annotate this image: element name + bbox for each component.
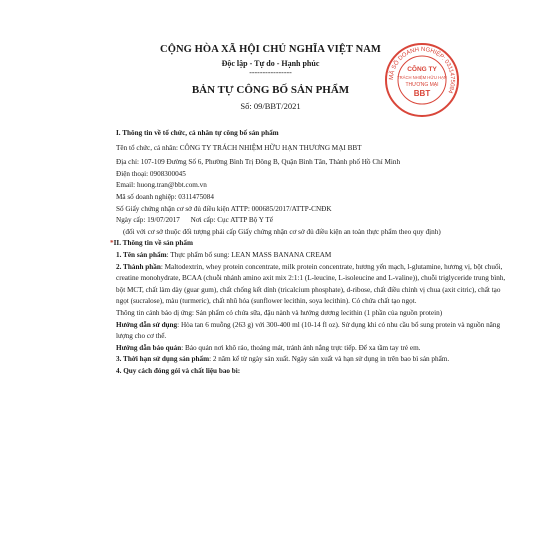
asterisk-mark: * [110,239,114,248]
org-certificate-date: Ngày cấp: 19/07/2017 Nơi cấp: Cục ATTP Bộ Y Tế [116,216,273,225]
storage-value: : Bảo quản nơi khô ráo, thoáng mát, tránh ánh nắng trực tiếp. Để xa tầm tay trẻ em. [181,343,421,352]
org-certificate: Số Giấy chứng nhận cơ sở đủ điều kiện ATTP: 000685/2017/ATTP-CNĐK [116,204,332,213]
org-tax-code: Mã số doanh nghiệp: 0311475084 [116,192,214,201]
product-name-label: 1. Tên sản phẩm [116,250,167,259]
document-body [110,128,508,377]
document-number: Số: 09/BBT/2021 [240,101,301,111]
company-stamp-icon [384,42,460,118]
stamp-center-2: TRÁCH NHIỆM HỮU HẠN [397,75,447,80]
org-address: Địa chỉ: 107-109 Đường Số 6, Phường Bình Trị Đông B, Quận Bình Tân, Thành phố Hồ Chí Minh [116,158,401,167]
stamp-ring-text: MÃ SỐ DOANH NGHIỆP: 0311475084 [388,46,456,95]
org-phone: Điện thoại: 0908300045 [116,169,186,178]
org-name: Tên tổ chức, cá nhân: CÔNG TY TRÁCH NHIỆM HỮU HẠN THƯƠNG MẠI BBT [116,143,362,152]
usage-label: Hướng dẫn sử dụng [116,320,178,329]
composition-label: 2. Thành phần [116,262,161,271]
stamp-center-3: THƯƠNG MẠI [405,82,439,88]
org-email: Email: huong.tran@bbt.com.vn [116,181,207,190]
product-name-value: : Thực phẩm bổ sung: LEAN MASS BANANA CREAM [166,250,332,259]
stamp-center-4: BBT [413,89,431,98]
allergen-warning: Thông tin cảnh báo dị ứng: Sản phẩm có chứa sữa, đậu nành và hướng dương lecithin (1 phần của nguồn protein) [116,308,443,317]
divider: ---------------- [249,68,292,77]
storage-label: Hướng dẫn bảo quản [116,343,182,352]
usage-value: : Hòa tan 6 muỗng (263 g) với 300-400 ml (10-14 fl oz). Sử dụng khi có nhu cầu bổ sung protein và nguồn năng lượng cho cơ thể. [116,320,501,341]
document-title: BẢN TỰ CÔNG BỐ SẢN PHẨM [191,84,350,96]
shelf-life-label: 3. Thời hạn sử dụng sản phẩm [116,355,210,364]
composition-value: : Maltodextrin, whey protein concentrate, milk protein concentrate, hương yến mạch, l-glutamine, hương vị, bột chuối, creatine monohydrate, BCAA (chuỗi nhánh amino axit mix 2:1:1 (L-leucine, L-isoleucine and L-valine)), chuỗi triglyceride trung bình, bột MCT, chất làm dày (guar gum), chất chống kết dính (tricalcium phosphate), d-ribose, chất điều chỉnh vị chua (axit citric), chất tạo ngọt (sucralose), màu (turmeric), chất nhũ hóa (sunflower lecithin, soya lecithin). Có chứa chất tạo ngọt. [116,262,506,306]
stamp-center-1: CÔNG TY [407,66,437,73]
packaging-label: 4. Quy cách đóng gói và chất liệu bao bì: [116,366,241,375]
section-product-heading: II. Thông tin về sản phẩm [113,239,193,248]
section-org-heading: I. Thông tin về tổ chức, cá nhân tự công bố sản phẩm [116,129,279,137]
shelf-life-value: : 2 năm kể từ ngày sản xuất. Ngày sản xuất và hạn sử dụng in trên bao bì sản phẩm. [209,355,450,364]
motto: Độc lập - Tự do - Hạnh phúc [221,59,320,68]
nation-heading: CỘNG HÒA XÃ HỘI CHỦ NGHĨA VIỆT NAM [160,44,381,55]
org-certificate-note: (đối với cơ sở thuộc đối tượng phải cấp Giấy chứng nhận cơ sở đủ điều kiện an toàn thực phẩm theo quy định) [123,227,441,236]
